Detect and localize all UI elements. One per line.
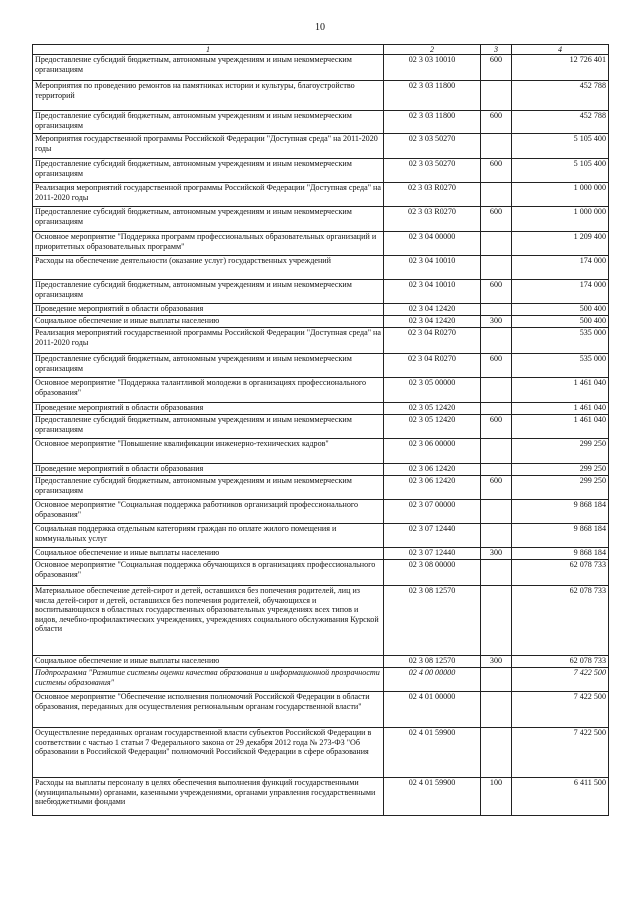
table-row (33, 328, 609, 354)
row-expense-type (481, 134, 512, 159)
table-row (33, 134, 609, 159)
table-row (33, 316, 609, 328)
row-amount: 174 000 (512, 280, 609, 304)
table-row (33, 668, 609, 692)
table-row (33, 778, 609, 816)
row-amount: 9 868 184 (512, 500, 609, 524)
table-row (33, 55, 609, 81)
row-amount: 500 400 (512, 316, 609, 328)
row-code: 02 3 06 12420 (384, 476, 481, 500)
table-row (33, 656, 609, 668)
row-expense-type: 100 (481, 778, 512, 816)
row-expense-type: 600 (481, 354, 512, 378)
row-expense-type (481, 183, 512, 207)
row-name: Предоставление субсидий бюджетным, автономным учреждениям и иным некоммерческим организациям (33, 111, 384, 134)
table-row (33, 256, 609, 280)
table-row (33, 378, 609, 403)
row-code: 02 3 06 00000 (384, 439, 481, 464)
row-amount: 62 078 733 (512, 560, 609, 586)
row-code: 02 3 08 12570 (384, 656, 481, 668)
table-row (33, 232, 609, 256)
page-number: 10 (315, 22, 325, 33)
row-name: Предоставление субсидий бюджетным, автономным учреждениям и иным некоммерческим организациям (33, 207, 384, 232)
row-name: Осуществление переданных органам государственной власти субъектов Российской Федерации в соответствии с частью 1 статьи 7 Федерального закона от 29 декабря 2012 года № 273-ФЗ "Об образовании в Российской Федерации" полномочий Российской Федерации в сфере образования (33, 728, 384, 778)
row-name: Социальное обеспечение и иные выплаты населению (33, 548, 384, 560)
row-amount: 452 788 (512, 81, 609, 111)
row-code: 02 3 03 R0270 (384, 183, 481, 207)
row-name: Реализация мероприятий государственной программы Российской Федерации "Доступная среда" на 2011-2020 годы (33, 183, 384, 207)
row-amount: 1 000 000 (512, 207, 609, 232)
table-row (33, 159, 609, 183)
row-code: 02 3 04 R0270 (384, 328, 481, 354)
table-row (33, 403, 609, 415)
row-code: 02 4 00 00000 (384, 668, 481, 692)
row-expense-type (481, 378, 512, 403)
header-col-3: 3 (481, 45, 512, 55)
row-amount: 5 105 400 (512, 159, 609, 183)
row-name: Реализация мероприятий государственной программы Российской Федерации "Доступная среда" на 2011-2020 годы (33, 328, 384, 354)
row-amount: 1 000 000 (512, 183, 609, 207)
row-amount: 9 868 184 (512, 524, 609, 548)
row-amount: 535 000 (512, 328, 609, 354)
table-row (33, 692, 609, 728)
table-row (33, 524, 609, 548)
row-expense-type: 600 (481, 111, 512, 134)
table-row (33, 183, 609, 207)
row-amount: 452 788 (512, 111, 609, 134)
row-name: Основное мероприятие "Социальная поддержка обучающихся в организациях профессионального образования" (33, 560, 384, 586)
row-amount: 9 868 184 (512, 548, 609, 560)
row-code: 02 3 04 10010 (384, 256, 481, 280)
row-code: 02 4 01 00000 (384, 692, 481, 728)
row-name: Предоставление субсидий бюджетным, автономным учреждениям и иным некоммерческим организациям (33, 159, 384, 183)
row-name: Предоставление субсидий бюджетным, автономным учреждениям и иным некоммерческим организациям (33, 280, 384, 304)
row-amount: 1 461 040 (512, 403, 609, 415)
row-expense-type: 600 (481, 280, 512, 304)
row-code: 02 4 01 59900 (384, 778, 481, 816)
row-name: Социальная поддержка отдельным категориям граждан по оплате жилого помещения и коммунальных услуг (33, 524, 384, 548)
row-name: Основное мероприятие "Социальная поддержка работников организаций профессионального образования" (33, 500, 384, 524)
table-row (33, 354, 609, 378)
row-name: Предоставление субсидий бюджетным, автономным учреждениям и иным некоммерческим организациям (33, 415, 384, 439)
row-amount: 299 250 (512, 439, 609, 464)
row-expense-type (481, 524, 512, 548)
row-expense-type (481, 464, 512, 476)
row-code: 02 4 01 59900 (384, 728, 481, 778)
table-row (33, 728, 609, 778)
row-code: 02 3 03 10010 (384, 55, 481, 81)
row-expense-type (481, 668, 512, 692)
table-row (33, 548, 609, 560)
row-name: Предоставление субсидий бюджетным, автономным учреждениям и иным некоммерческим организациям (33, 55, 384, 81)
row-name: Подпрограмма "Развитие системы оценки качества образования и информационной прозрачности системы образования" (33, 668, 384, 692)
row-amount: 12 726 401 (512, 55, 609, 81)
row-amount: 5 105 400 (512, 134, 609, 159)
row-expense-type (481, 81, 512, 111)
table-row (33, 415, 609, 439)
row-expense-type (481, 692, 512, 728)
table-body (33, 55, 609, 816)
row-expense-type: 300 (481, 548, 512, 560)
row-expense-type: 600 (481, 476, 512, 500)
row-expense-type (481, 256, 512, 280)
row-amount: 174 000 (512, 256, 609, 280)
row-name: Основное мероприятие "Повышение квалификации инженерно-технических кадров" (33, 439, 384, 464)
row-expense-type (481, 500, 512, 524)
row-name: Основное мероприятие "Обеспечение исполнения полномочий Российской Федерации в области образования, переданных для осуществления региональным органам государственной власти" (33, 692, 384, 728)
row-expense-type: 600 (481, 55, 512, 81)
table-row (33, 464, 609, 476)
row-code: 02 3 03 50270 (384, 134, 481, 159)
row-name: Проведение мероприятий в области образования (33, 304, 384, 316)
row-expense-type (481, 728, 512, 778)
table-row (33, 304, 609, 316)
row-code: 02 3 04 10010 (384, 280, 481, 304)
row-code: 02 3 03 R0270 (384, 207, 481, 232)
budget-table (32, 44, 609, 816)
row-expense-type: 600 (481, 159, 512, 183)
row-amount: 1 209 400 (512, 232, 609, 256)
row-name: Основное мероприятие "Поддержка программ профессиональных образовательных организаций и приоритетных образовательных программ" (33, 232, 384, 256)
row-expense-type (481, 304, 512, 316)
table-row (33, 439, 609, 464)
row-amount: 7 422 500 (512, 668, 609, 692)
row-code: 02 3 08 12570 (384, 586, 481, 656)
row-code: 02 3 07 00000 (384, 500, 481, 524)
row-amount: 7 422 500 (512, 728, 609, 778)
row-code: 02 3 04 R0270 (384, 354, 481, 378)
header-col-1: 1 (33, 45, 384, 55)
row-code: 02 3 03 50270 (384, 159, 481, 183)
table-header-row (33, 45, 609, 55)
row-expense-type: 600 (481, 415, 512, 439)
row-code: 02 3 04 12420 (384, 304, 481, 316)
row-amount: 6 411 500 (512, 778, 609, 816)
row-name: Предоставление субсидий бюджетным, автономным учреждениям и иным некоммерческим организациям (33, 476, 384, 500)
row-name: Социальное обеспечение и иные выплаты населению (33, 316, 384, 328)
row-code: 02 3 03 11800 (384, 111, 481, 134)
row-expense-type (481, 586, 512, 656)
row-expense-type: 300 (481, 656, 512, 668)
row-name: Расходы на обеспечение деятельности (оказание услуг) государственных учреждений (33, 256, 384, 280)
row-expense-type: 600 (481, 207, 512, 232)
row-name: Мероприятия по проведению ремонтов на памятниках истории и культуры, благоустройство территорий (33, 81, 384, 111)
row-code: 02 3 05 12420 (384, 403, 481, 415)
row-amount: 7 422 500 (512, 692, 609, 728)
row-name: Мероприятия государственной программы Российской Федерации "Доступная среда" на 2011-2020 годы (33, 134, 384, 159)
row-amount: 62 078 733 (512, 586, 609, 656)
header-col-4: 4 (512, 45, 609, 55)
row-amount: 299 250 (512, 464, 609, 476)
row-expense-type (481, 403, 512, 415)
row-name: Проведение мероприятий в области образования (33, 403, 384, 415)
row-expense-type (481, 232, 512, 256)
table-row (33, 500, 609, 524)
row-name: Проведение мероприятий в области образования (33, 464, 384, 476)
row-expense-type: 300 (481, 316, 512, 328)
row-code: 02 3 05 00000 (384, 378, 481, 403)
table-row (33, 586, 609, 656)
table-row (33, 560, 609, 586)
row-amount: 1 461 040 (512, 378, 609, 403)
table-row (33, 207, 609, 232)
row-amount: 500 400 (512, 304, 609, 316)
row-name: Материальное обеспечение детей-сирот и детей, оставшихся без попечения родителей, лиц из числа детей-сирот и детей, оставшихся без попечения родителей, обучающихся и воспитывающихся в областных государственных образовательных учреждениях всех типов и видов, лечебно-профилактических учреждениях, учреждениях социального обслуживания Курской области (33, 586, 384, 656)
row-expense-type (481, 560, 512, 586)
row-expense-type (481, 328, 512, 354)
table-row (33, 476, 609, 500)
row-name: Социальное обеспечение и иные выплаты населению (33, 656, 384, 668)
row-code: 02 3 07 12440 (384, 524, 481, 548)
row-name: Основное мероприятие "Поддержка талантливой молодежи в организациях профессионального образования" (33, 378, 384, 403)
header-col-2: 2 (384, 45, 481, 55)
row-code: 02 3 04 00000 (384, 232, 481, 256)
row-amount: 535 000 (512, 354, 609, 378)
table-row (33, 280, 609, 304)
table-row (33, 81, 609, 111)
row-code: 02 3 07 12440 (384, 548, 481, 560)
row-name: Расходы на выплаты персоналу в целях обеспечения выполнения функций государственными (муниципальными) органами, казенными учреждениями, органами управления государственными внебюджетными фондами (33, 778, 384, 816)
row-code: 02 3 08 00000 (384, 560, 481, 586)
row-expense-type (481, 439, 512, 464)
row-code: 02 3 05 12420 (384, 415, 481, 439)
row-amount: 299 250 (512, 476, 609, 500)
row-amount: 1 461 040 (512, 415, 609, 439)
row-code: 02 3 04 12420 (384, 316, 481, 328)
row-amount: 62 078 733 (512, 656, 609, 668)
row-code: 02 3 03 11800 (384, 81, 481, 111)
row-code: 02 3 06 12420 (384, 464, 481, 476)
table-row (33, 111, 609, 134)
row-name: Предоставление субсидий бюджетным, автономным учреждениям и иным некоммерческим организациям (33, 354, 384, 378)
